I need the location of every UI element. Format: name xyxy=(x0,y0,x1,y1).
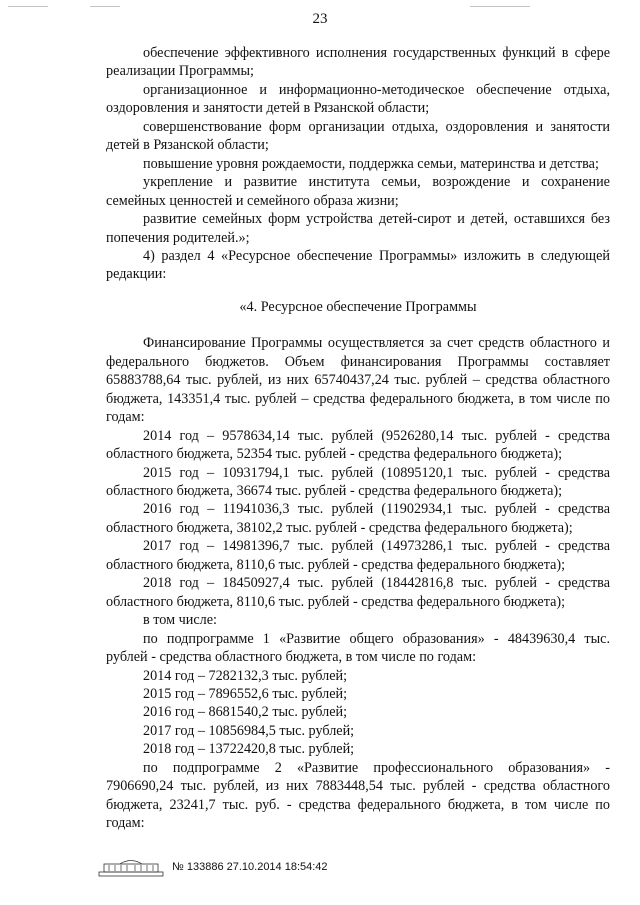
paragraph: 2017 год – 10856984,5 тыс. рублей; xyxy=(143,722,355,739)
paragraph: обеспечение эффективного исполнения государственных функций в сфере реализации Программы; xyxy=(106,45,610,80)
section-title: «4. Ресурсное обеспечение Программы xyxy=(239,298,477,315)
paragraph: в том числе: xyxy=(143,612,217,629)
paragraph: Финансирование Программы осуществляется за счет средств областного и федерального бюджетов. Объем финансирования Программы составляет 65883788,64 тыс. рублей, из них 65740437,24 тыс. рублей – средства областного бюджета, 143351,4 тыс. рублей – средства федерального бюджета, в том числе по годам: xyxy=(106,335,610,426)
paragraph: 2016 год – 8681540,2 тыс. рублей; xyxy=(143,704,348,721)
scan-artifact xyxy=(470,6,530,7)
paragraph: 2017 год – 14981396,7 тыс. рублей (14973286,1 тыс. рублей - средства областного бюджета, 8110,6 тыс. рублей - средства федерального бюджета); xyxy=(106,538,610,573)
paragraph: 2018 год – 13722420,8 тыс. рублей; xyxy=(143,741,355,758)
paragraph: по подпрограмме 1 «Развитие общего образования» - 48439630,4 тыс. рублей - средства областного бюджета, в том числе по годам: xyxy=(106,630,610,666)
paragraph: 2015 год – 7896552,6 тыс. рублей; xyxy=(143,685,348,702)
paragraph: повышение уровня рождаемости, поддержка семьи, материнства и детства; xyxy=(143,155,599,172)
page-number: 23 xyxy=(312,11,328,27)
scan-artifact xyxy=(8,6,48,7)
document-body xyxy=(106,44,610,833)
paragraph: 2018 год – 18450927,4 тыс. рублей (18442816,8 тыс. рублей - средства областного бюджета, 8110,6 тыс. рублей - средства федерального бюджета); xyxy=(106,575,610,610)
paragraph: развитие семейных форм устройства детей-сирот и детей, оставшихся без попечения родителей.»; xyxy=(106,211,610,246)
document-footer xyxy=(98,857,328,877)
paragraph: 2015 год – 10931794,1 тыс. рублей (10895120,1 тыс. рублей - средства областного бюджета, 36674 тыс. рублей - средства федерального бюджета); xyxy=(106,464,610,499)
paragraph: 4) раздел 4 «Ресурсное обеспечение Программы» изложить в следующей редакции: xyxy=(106,247,610,283)
paragraph: 2014 год – 9578634,14 тыс. рублей (9526280,14 тыс. рублей - средства областного бюджета, 52354 тыс. рублей - средства федерального бюджета); xyxy=(106,427,610,463)
paragraph: совершенствование форм организации отдыха, оздоровления и занятости детей в Рязанской области; xyxy=(106,118,610,154)
paragraph: укрепление и развитие института семьи, возрождение и сохранение семейных ценностей и семейного образа жизни; xyxy=(106,174,610,209)
paragraph: 2016 год – 11941036,3 тыс. рублей (11902934,1 тыс. рублей - средства областного бюджета, 38102,2 тыс. рублей - средства федерального бюджета); xyxy=(106,501,610,536)
paragraph: по подпрограмме 2 «Развитие профессионального образования» - 7906690,24 тыс. рублей, из них 7883448,54 тыс. рублей - средства областного бюджета, 23241,7 тыс. руб. - средства федерального бюджета, в том числе по годам: xyxy=(106,759,610,832)
paragraph: 2014 год – 7282132,3 тыс. рублей; xyxy=(143,667,348,684)
document-stamp: № 133886 27.10.2014 18:54:42 xyxy=(172,861,328,873)
paragraph: организационное и информационно-методическое обеспечение отдыха, оздоровления и занятости детей в Рязанской области; xyxy=(106,81,610,117)
building-seal-icon xyxy=(98,857,164,877)
scan-artifact xyxy=(90,6,120,7)
